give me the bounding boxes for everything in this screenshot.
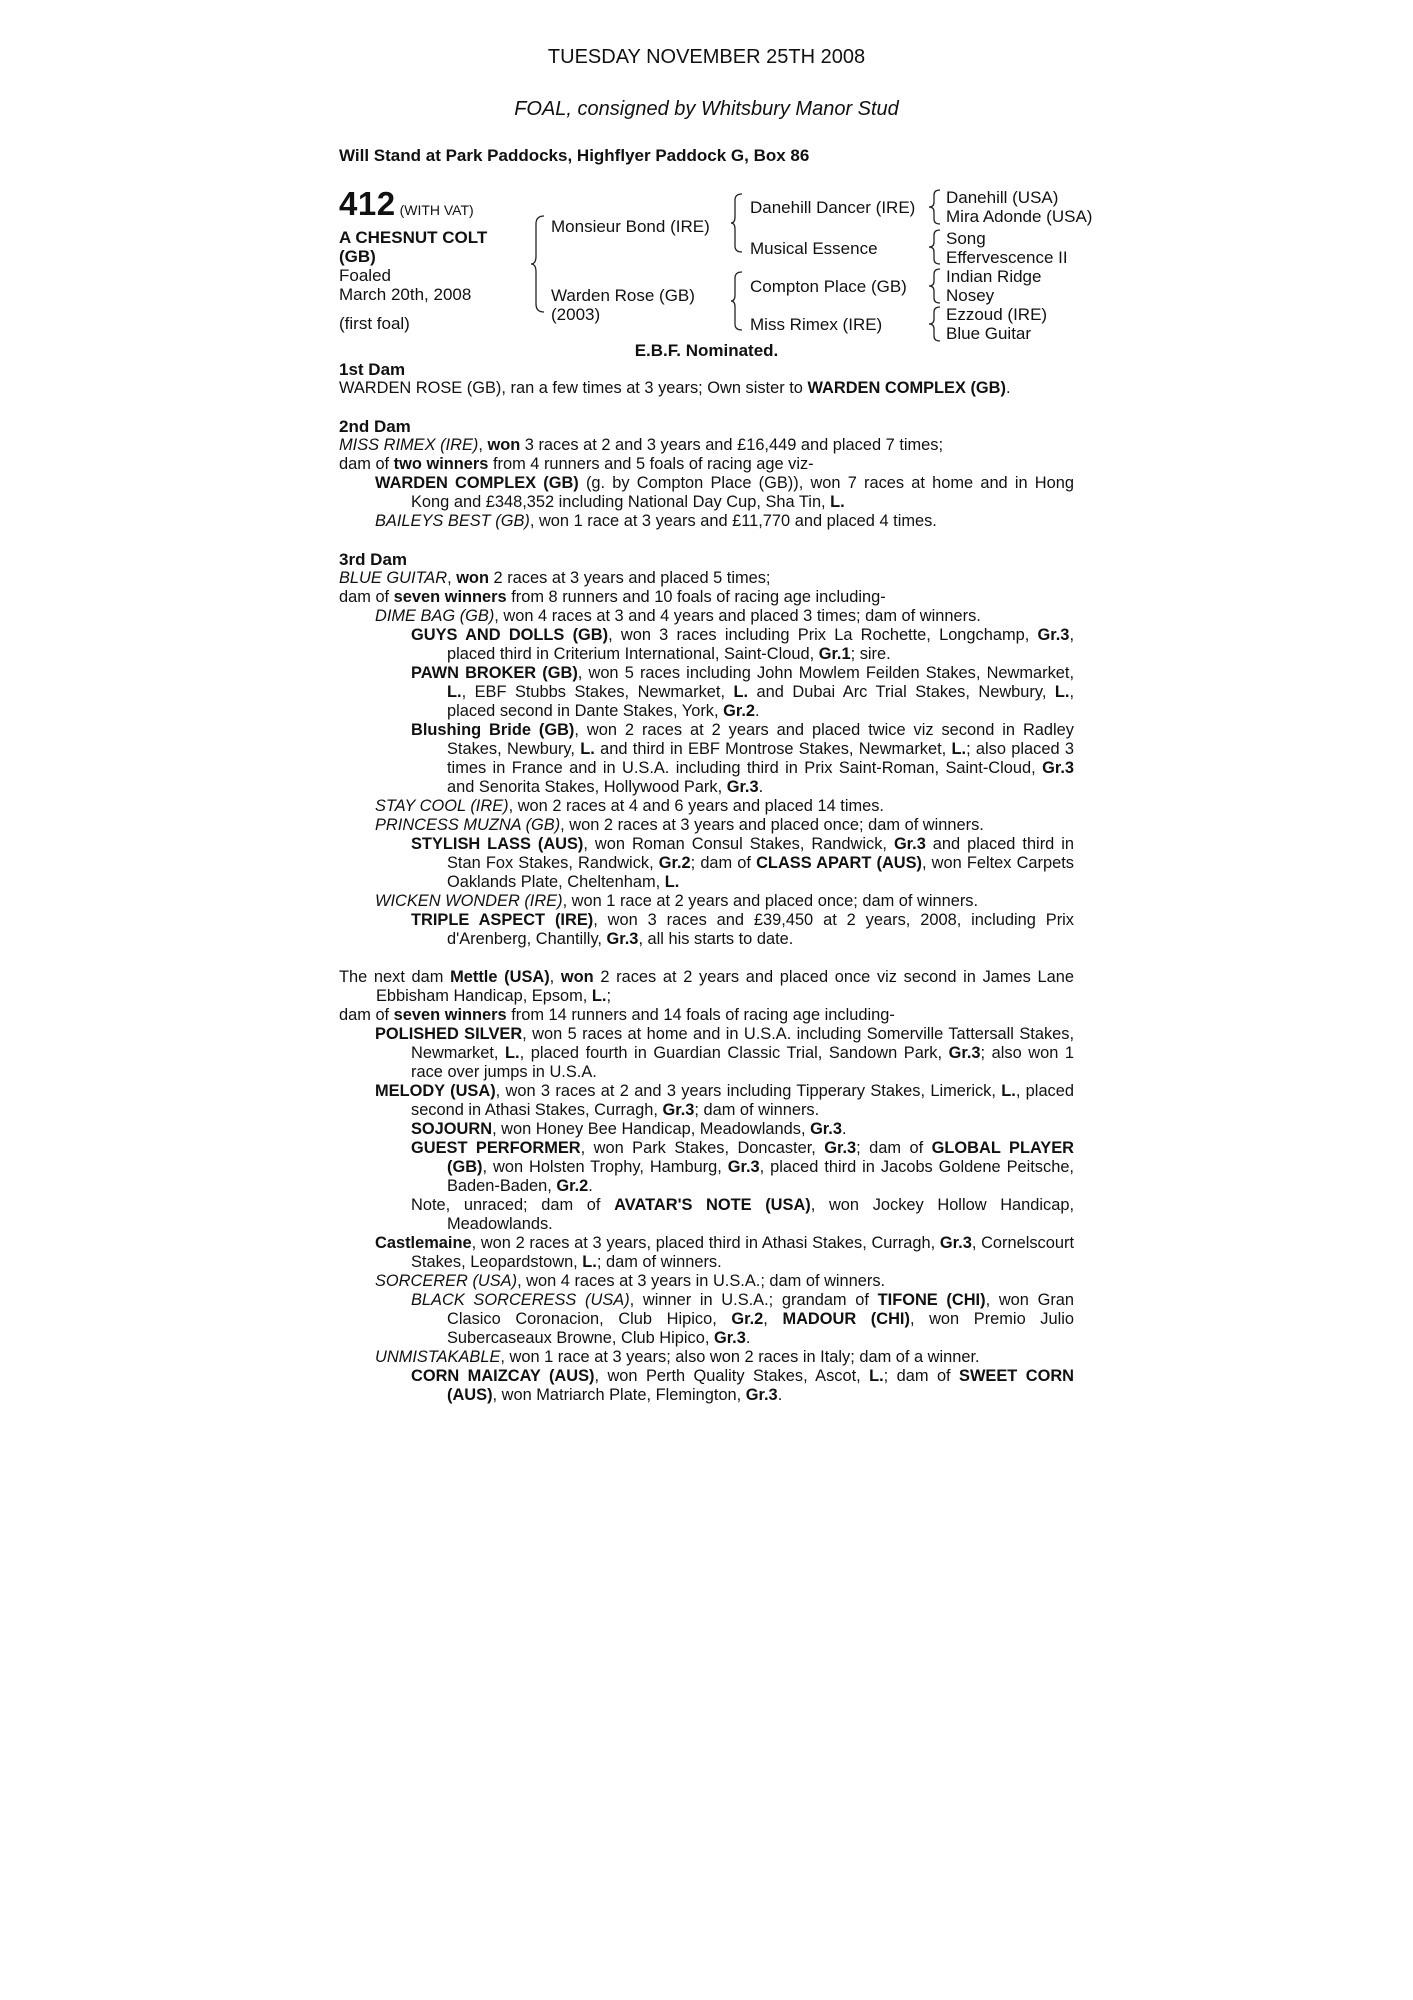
list-item: PRINCESS MUZNA (GB), won 2 races at 3 years and placed once; dam of winners.	[375, 816, 984, 834]
lot-description-country: (GB)	[339, 247, 376, 266]
ebf-nominated: E.B.F. Nominated.	[634, 341, 779, 360]
list-item: Castlemaine, won 2 races at 3 years, placed third in Athasi Stakes, Curragh, Gr.3, Cornelscourt Stakes, Leopardstown, L.; dam of winners.	[375, 1234, 1074, 1271]
list-item: TRIPLE ASPECT (IRE), won 3 races and £39,450 at 2 years, 2008, including Prix d'Arenberg, Chantilly, Gr.3, all his starts to date.	[411, 911, 1074, 948]
pedigree-g8: Blue Guitar	[946, 324, 1032, 343]
stand-location: Will Stand at Park Paddocks, Highflyer Paddock G, Box 86	[339, 146, 810, 165]
pedigree-g3: Song	[946, 229, 986, 248]
foaled-label: Foaled	[339, 266, 391, 285]
pedigree-dam-sire: Compton Place (GB)	[750, 277, 907, 296]
pedigree-brace-g2	[928, 228, 942, 266]
second-dam-produce: dam of two winners from 4 runners and 5 foals of racing age viz-	[339, 455, 814, 473]
third-dam-heading: 3rd Dam	[339, 550, 408, 569]
pedigree-g7: Ezzoud (IRE)	[946, 305, 1048, 324]
next-dam-produce: dam of seven winners from 14 runners and 14 foals of racing age including-	[339, 1006, 895, 1024]
vat-note: (WITH VAT)	[399, 202, 474, 218]
lot-description: A CHESNUT COLT	[339, 228, 488, 247]
foal-note: (first foal)	[339, 314, 410, 333]
pedigree-sire: Monsieur Bond (IRE)	[551, 217, 710, 236]
list-item: DIME BAG (GB), won 4 races at 3 and 4 years and placed 3 times; dam of winners.	[375, 607, 981, 625]
list-item: BLACK SORCERESS (USA), winner in U.S.A.; grandam of TIFONE (CHI), won Gran Clasico Coronacion, Club Hipico, Gr.2, MADOUR (CHI), won Premio Julio Subercaseaux Browne, Club Hipico, Gr.3.	[411, 1291, 1075, 1347]
list-item: CORN MAIZCAY (AUS), won Perth Quality Stakes, Ascot, L.; dam of SWEET CORN (AUS), won Matriarch Plate, Flemington, Gr.3.	[411, 1367, 1074, 1404]
catalogue-body	[339, 360, 1074, 1405]
list-item: SOJOURN, won Honey Bee Handicap, Meadowlands, Gr.3.	[411, 1120, 847, 1138]
pedigree-dam-year: (2003)	[551, 305, 601, 324]
first-dam-heading: 1st Dam	[339, 360, 406, 379]
second-dam-heading: 2nd Dam	[339, 417, 411, 436]
list-item: Blushing Bride (GB), won 2 races at 2 years and placed twice viz second in Radley Stakes, Newbury, L. and third in EBF Montrose Stakes, Newmarket, L.; also placed 3 times in France and in U.S.A. including third in Prix Saint-Roman, Saint-Cloud, Gr.3 and Senorita Stakes, Hollywood Park, Gr.3.	[411, 721, 1075, 796]
list-item: GUYS AND DOLLS (GB), won 3 races including Prix La Rochette, Longchamp, Gr.3, placed third in Criterium International, Saint-Cloud, Gr.1; sire.	[411, 626, 1074, 663]
list-item: SORCERER (USA), won 4 races at 3 years in U.S.A.; dam of winners.	[375, 1272, 886, 1290]
pedigree-g2: Mira Adonde (USA)	[946, 207, 1093, 226]
list-item: STYLISH LASS (AUS), won Roman Consul Stakes, Randwick, Gr.3 and placed third in Stan Fox Stakes, Randwick, Gr.2; dam of CLASS APART (AUS), won Feltex Carpets Oaklands Plate, Cheltenham, L.	[411, 835, 1074, 891]
list-item: GUEST PERFORMER, won Park Stakes, Doncaster, Gr.3; dam of GLOBAL PLAYER (GB), won Holsten Trophy, Hamburg, Gr.3, placed third in Jacobs Goldene Peitsche, Baden-Baden, Gr.2.	[411, 1139, 1074, 1195]
pedigree-g4: Effervescence II	[946, 248, 1068, 267]
list-item: MELODY (USA), won 3 races at 2 and 3 years including Tipperary Stakes, Limerick, L., placed second in Athasi Stakes, Curragh, Gr.3; dam of winners.	[375, 1082, 1074, 1119]
lot-number: 412	[339, 185, 396, 222]
sale-date-heading: TUESDAY NOVEMBER 25TH 2008	[547, 46, 866, 68]
pedigree-brace-g4	[928, 305, 942, 343]
foaled-date: March 20th, 2008	[339, 285, 472, 304]
list-item: WICKEN WONDER (IRE), won 1 race at 2 years and placed once; dam of winners.	[375, 892, 979, 910]
pedigree-g1: Danehill (USA)	[946, 188, 1059, 207]
consignor-line: FOAL, consigned by Whitsbury Manor Stud	[514, 98, 899, 120]
list-item: WARDEN COMPLEX (GB) (g. by Compton Place (GB)), won 7 races at home and in Hong Kong and £348,352 including National Day Cup, Sha Tin, L.	[375, 474, 1074, 511]
list-item: BAILEYS BEST (GB), won 1 race at 3 years and £11,770 and placed 4 times.	[375, 512, 937, 530]
pedigree-brace-sire	[730, 192, 744, 254]
lot-header	[339, 185, 474, 223]
pedigree-brace-g3	[928, 267, 942, 305]
second-dam-entry: MISS RIMEX (IRE), won 3 races at 2 and 3 years and £16,449 and placed 7 times;	[339, 436, 944, 454]
pedigree-brace-dam	[730, 270, 744, 332]
first-dam-entry: WARDEN ROSE (GB), ran a few times at 3 years; Own sister to WARDEN COMPLEX (GB).	[339, 379, 1011, 397]
list-item: PAWN BROKER (GB), won 5 races including John Mowlem Feilden Stakes, Newmarket, L., EBF Stubbs Stakes, Newmarket, L. and Dubai Arc Trial Stakes, Newbury, L., placed second in Dante Stakes, York, Gr.2.	[411, 664, 1075, 720]
pedigree-dam-dam: Miss Rimex (IRE)	[750, 315, 883, 334]
pedigree-brace-parents	[530, 214, 546, 314]
pedigree-g6: Nosey	[946, 286, 995, 305]
pedigree-sire-sire: Danehill Dancer (IRE)	[750, 198, 916, 217]
next-dam-entry: The next dam Mettle (USA), won 2 races at 2 years and placed once viz second in James Lane Ebbisham Handicap, Epsom, L.;	[339, 968, 1074, 1005]
list-item: STAY COOL (IRE), won 2 races at 4 and 6 years and placed 14 times.	[375, 797, 884, 815]
list-item: UNMISTAKABLE, won 1 race at 3 years; also won 2 races in Italy; dam of a winner.	[375, 1348, 980, 1366]
list-item: POLISHED SILVER, won 5 races at home and in U.S.A. including Somerville Tattersall Stakes, Newmarket, L., placed fourth in Guardian Classic Trial, Sandown Park, Gr.3; also won 1 race over jumps in U.S.A.	[375, 1025, 1075, 1081]
pedigree-dam: Warden Rose (GB)	[551, 286, 695, 305]
pedigree-g5: Indian Ridge	[946, 267, 1042, 286]
list-item: Note, unraced; dam of AVATAR'S NOTE (USA), won Jockey Hollow Handicap, Meadowlands.	[411, 1196, 1075, 1233]
third-dam-produce: dam of seven winners from 8 runners and 10 foals of racing age including-	[339, 588, 886, 606]
pedigree-sire-dam: Musical Essence	[750, 239, 878, 258]
pedigree-brace-g1	[928, 188, 942, 226]
third-dam-entry: BLUE GUITAR, won 2 races at 3 years and placed 5 times;	[339, 569, 771, 587]
